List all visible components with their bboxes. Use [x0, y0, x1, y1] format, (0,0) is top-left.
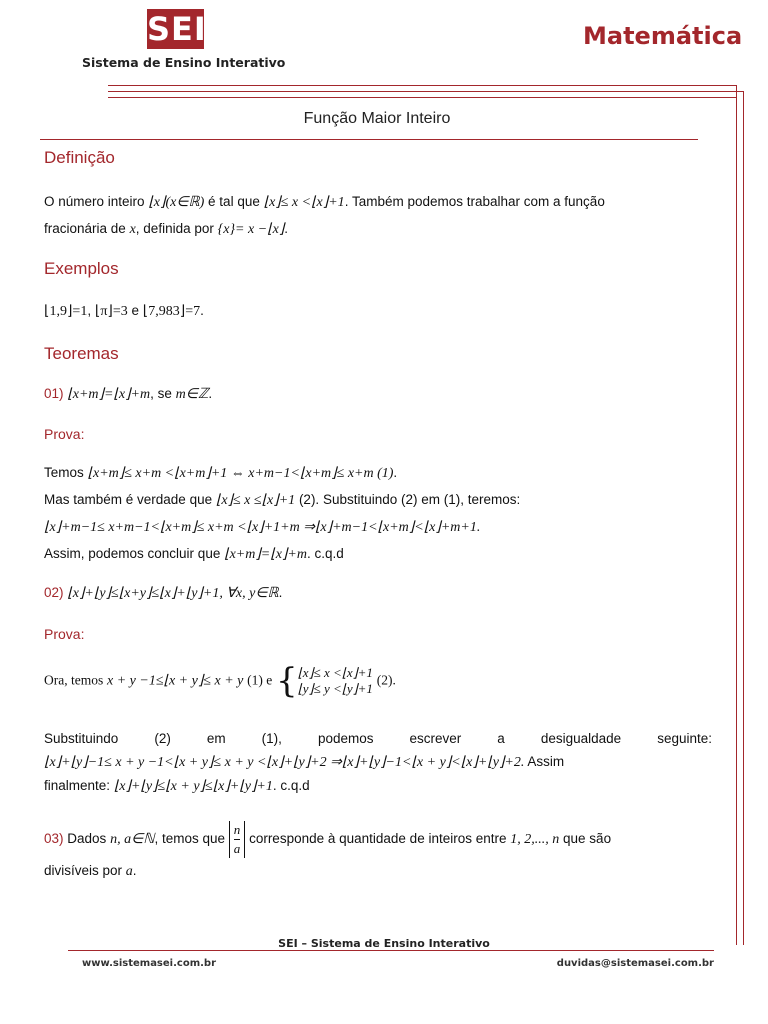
- title-underline: [40, 139, 698, 140]
- exemplos-text: [44, 298, 712, 325]
- text: .: [200, 303, 204, 318]
- teorema-01: [44, 381, 712, 408]
- sei-logo: SEI: [147, 10, 207, 48]
- frame-right-line-1: [736, 85, 737, 945]
- fraction-denominator: a: [233, 840, 241, 856]
- text: O número inteiro: [44, 194, 145, 209]
- prova-label-2: Prova:: [44, 626, 85, 642]
- teorema-03: [44, 820, 712, 859]
- theorem-number: 02): [44, 585, 64, 600]
- frame-top-line-1: [108, 85, 736, 86]
- math: ⌊x+m⌋=⌊x⌋+m: [224, 547, 307, 562]
- math: x + y −1≤⌊x + y⌋≤ x + y: [107, 673, 244, 689]
- math: ⌊x⌋(x∈ℝ): [148, 195, 205, 210]
- theorem-number: 01): [44, 386, 64, 401]
- math: ⌊x+m⌋=⌊x⌋+m: [67, 387, 151, 402]
- prova-1-text: [44, 460, 712, 568]
- example-1: ⌊1,9⌋=1: [44, 304, 88, 319]
- frame-right-line-2: [743, 91, 744, 945]
- footer-top-line: [68, 950, 714, 951]
- text: é tal que: [208, 194, 260, 209]
- text: , temos que: [154, 831, 226, 846]
- brace-symbol: {: [276, 661, 298, 701]
- text: Assim: [527, 754, 565, 769]
- math: ⌊x⌋+⌊y⌋−1≤ x + y −1<⌊x + y⌋≤ x + y <⌊x⌋+⌊y⌋+2 ⇒⌊x⌋+⌊y⌋−1<⌊x + y⌋<⌊x⌋+⌊y⌋+2.: [44, 755, 525, 770]
- text: , definida por: [135, 221, 214, 236]
- footer-title: SEI – Sistema de Ensino Interativo: [278, 937, 490, 950]
- definicao-text: [44, 189, 712, 243]
- text: Dados: [67, 831, 107, 846]
- math: 1, 2,..., n: [510, 832, 560, 847]
- text: .: [208, 386, 213, 401]
- system-line-2: ⌊y⌋≤ y <⌊y⌋+1: [297, 681, 373, 696]
- theorem-number: 03): [44, 831, 64, 846]
- fraction-numerator: n: [234, 821, 241, 840]
- text: .: [278, 585, 283, 600]
- text: corresponde à quantidade de inteiros entre: [249, 831, 507, 846]
- text: . c.q.d: [272, 778, 310, 793]
- teorema-03-line-2: [44, 858, 712, 885]
- prova-2-lines-3-4: [44, 750, 712, 798]
- logo-subtitle: Sistema de Ensino Interativo: [82, 55, 286, 70]
- prova-2-line-2: [44, 727, 712, 750]
- prova-label-1: Prova:: [44, 426, 85, 442]
- text: que são: [563, 831, 612, 846]
- text: (1) e: [247, 672, 273, 688]
- footer-email-link[interactable]: duvidas@sistemasei.com.br: [556, 958, 714, 969]
- text: Assim, podemos concluir que: [44, 546, 221, 561]
- section-teoremas: Teoremas: [44, 344, 119, 363]
- footer-website-link[interactable]: www.sistemasei.com.br: [82, 958, 217, 969]
- example-2: ⌊π⌋=3: [94, 304, 128, 319]
- floor-fraction: [229, 821, 246, 858]
- text: .: [284, 221, 289, 236]
- math: {x}= x −⌊x⌋: [217, 222, 285, 237]
- text: (2). Substituindo (2) em (1), teremos:: [298, 492, 521, 507]
- text: Temos: [44, 465, 84, 480]
- math: ⌊x⌋+⌊y⌋≤⌊x + y⌋≤⌊x⌋+⌊y⌋+1: [113, 779, 273, 794]
- math: n, a∈ℕ: [110, 832, 155, 847]
- frame-top-line-3: [108, 97, 736, 98]
- text: . c.q.d: [306, 546, 344, 561]
- text: fracionária de: [44, 221, 126, 236]
- teorema-02: [44, 580, 712, 607]
- math: ⌊x⌋≤ x <⌊x⌋+1: [263, 195, 345, 210]
- text: .: [132, 863, 137, 878]
- text: Substituindo (2) em (1), podemos escrever a desigualdade seguinte:: [44, 731, 712, 746]
- text: ,: [87, 303, 92, 318]
- math: ⌊x⌋≤ x ≤⌊x⌋+1: [215, 493, 296, 508]
- text: Mas também é verdade que: [44, 492, 213, 507]
- math: x: [129, 222, 136, 237]
- math: ⌊x⌋+m−1≤ x+m−1<⌊x+m⌋≤ x+m <⌊x⌋+1+m ⇒⌊x⌋+m−1<⌊x+m⌋<⌊x⌋+m+1.: [44, 520, 481, 535]
- text: (2).: [376, 672, 396, 688]
- text: e: [131, 303, 140, 318]
- page-title: Função Maior Inteiro: [303, 110, 451, 127]
- system-of-inequalities: [298, 665, 373, 697]
- math: ⌊x+m⌋≤ x+m <⌊x+m⌋+1 ⇔ x+m−1<⌊x+m⌋≤ x+m (1): [87, 466, 394, 481]
- example-3: ⌊7,983⌋=7: [142, 304, 201, 319]
- text: , se: [150, 386, 172, 401]
- section-definicao: Definição: [44, 148, 115, 167]
- text: Ora, temos: [44, 672, 104, 688]
- subject-title: Matemática: [583, 22, 743, 50]
- prova-2-line-1: [44, 661, 712, 701]
- text: divisíveis por: [44, 863, 123, 878]
- text: . Também podemos trabalhar com a função: [344, 194, 605, 209]
- math: a: [125, 864, 133, 879]
- text: finalmente:: [44, 778, 111, 793]
- math: m∈ℤ: [175, 387, 209, 402]
- system-line-1: ⌊x⌋≤ x <⌊x⌋+1: [297, 665, 373, 680]
- section-exemplos: Exemplos: [44, 259, 119, 278]
- text: .: [393, 465, 398, 480]
- math: ⌊x⌋+⌊y⌋≤⌊x+y⌋≤⌊x⌋+⌊y⌋+1, ∀x, y∈ℝ: [67, 586, 279, 601]
- frame-top-line-2: [108, 91, 744, 92]
